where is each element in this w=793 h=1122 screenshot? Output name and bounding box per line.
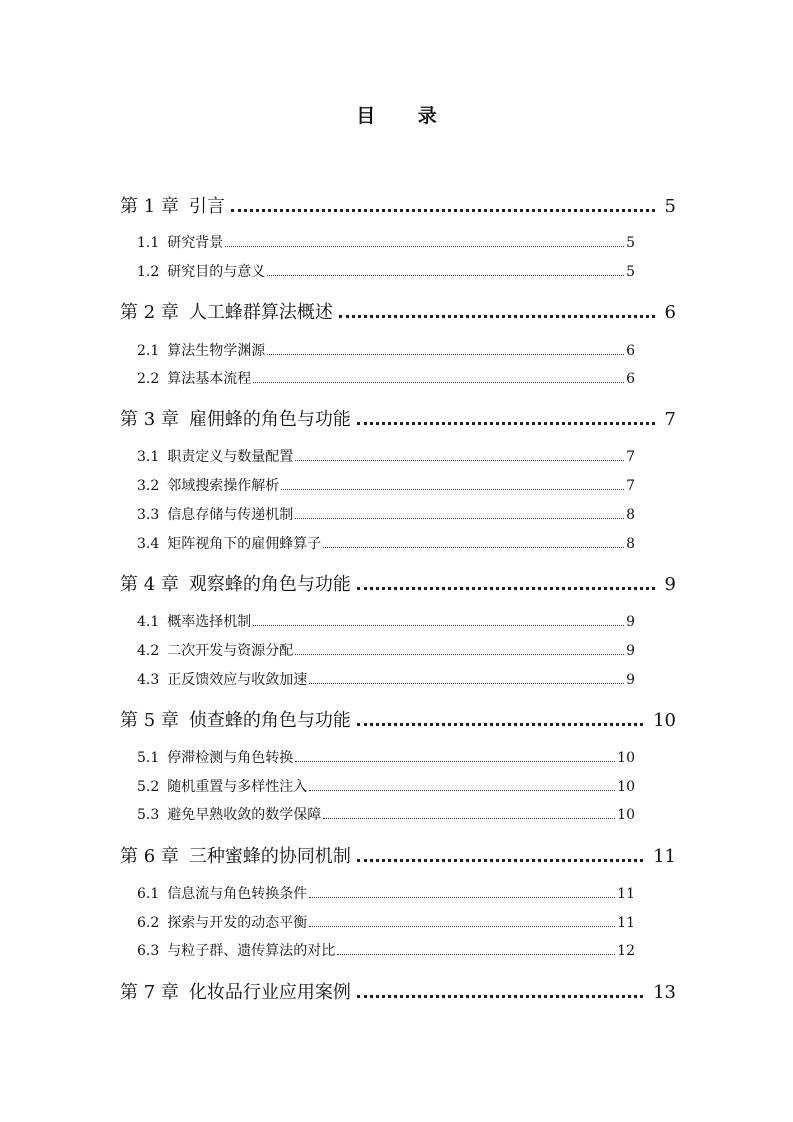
toc-entry-label: 研究背景: [167, 235, 224, 251]
toc-dot-leader: [253, 611, 624, 626]
toc-entry-number: 6.3: [137, 943, 160, 959]
toc-dot-leader: [357, 705, 643, 726]
toc-dot-leader: [225, 232, 624, 247]
toc-page-number: 11: [617, 915, 635, 931]
toc-section-entry[interactable]: [137, 504, 635, 525]
toc-entry-label: 雇佣蜂的角色与功能: [188, 409, 351, 430]
toc-entry-number: 3.3: [137, 507, 160, 523]
toc-section-entry[interactable]: [137, 261, 635, 282]
toc-dot-leader: [357, 977, 643, 998]
toc-entry-label: 观察蜂的角色与功能: [188, 574, 351, 595]
toc-section-entry[interactable]: [137, 804, 635, 825]
toc-page-number: 6: [664, 302, 676, 323]
toc-page-number: 8: [626, 507, 635, 523]
toc-entry-label: 职责定义与数量配置: [167, 449, 294, 465]
toc-dot-leader: [337, 940, 615, 955]
toc-section-entry[interactable]: [137, 475, 635, 496]
toc-section-entry[interactable]: [137, 640, 635, 661]
toc-section-entry[interactable]: [137, 883, 635, 904]
toc-section-entry[interactable]: [137, 446, 635, 467]
toc-entry-number: 4.1: [137, 614, 160, 630]
toc-entry-label: 概率选择机制: [167, 614, 252, 630]
toc-section-entry[interactable]: [137, 340, 635, 361]
toc-dot-leader: [357, 569, 655, 590]
toc-entry-label: 邻域搜索操作解析: [167, 478, 280, 494]
toc-entry-number: 第 3 章: [120, 409, 179, 430]
toc-page-number: 7: [664, 409, 676, 430]
toc-entry-label: 信息存储与传递机制: [167, 507, 294, 523]
toc-entry-number: 4.2: [137, 643, 160, 659]
toc-entry-label: 与粒子群、遗传算法的对比: [167, 943, 336, 959]
toc-section-entry[interactable]: [137, 533, 635, 554]
toc-page-number: 7: [626, 478, 635, 494]
toc-entry-number: 第 7 章: [120, 982, 179, 1003]
toc-entry-label: 人工蜂群算法概述: [188, 302, 333, 323]
toc-dot-leader: [357, 841, 643, 862]
toc-entry-number: 第 4 章: [120, 574, 179, 595]
toc-entry-number: 1.2: [137, 264, 160, 280]
toc-entry-number: 第 2 章: [120, 302, 179, 323]
toc-page-number: 9: [626, 614, 635, 630]
toc-page-number: 9: [664, 574, 676, 595]
toc-section-entry[interactable]: [137, 611, 635, 632]
toc-page-number: 11: [617, 886, 635, 902]
toc-entry-number: 第 6 章: [120, 846, 179, 867]
toc-page-number: 13: [653, 982, 676, 1003]
toc-page-number: 5: [664, 196, 676, 217]
toc-section-entry[interactable]: [137, 912, 635, 933]
toc-page-number: 8: [626, 536, 635, 552]
toc-section-entry[interactable]: [137, 776, 635, 797]
toc-section-entry[interactable]: [137, 940, 635, 961]
toc-entry-label: 算法生物学渊源: [167, 343, 266, 359]
toc-dot-leader: [295, 504, 624, 519]
toc-page-number: 10: [617, 750, 635, 766]
toc-entry-label: 算法基本流程: [167, 371, 252, 387]
toc-entry-label: 矩阵视角下的雇佣蜂算子: [167, 536, 322, 552]
toc-entry-label: 化妆品行业应用案例: [188, 982, 351, 1003]
toc-entry-number: 5.3: [137, 807, 160, 823]
toc-entry-label: 三种蜜蜂的协同机制: [188, 846, 351, 867]
toc-entry-label: 随机重置与多样性注入: [167, 779, 308, 795]
toc-entry-number: 1.1: [137, 235, 160, 251]
toc-page-number: 11: [653, 846, 676, 867]
toc-chapter-entry[interactable]: [120, 404, 676, 433]
toc-chapter-entry[interactable]: [120, 191, 676, 220]
toc-dot-leader: [309, 669, 624, 684]
toc-dot-leader: [231, 191, 655, 212]
toc-entry-label: 正反馈效应与收敛加速: [167, 672, 308, 688]
toc-dot-leader: [253, 368, 624, 383]
toc-entry-label: 引言: [188, 196, 225, 217]
toc-page-number: 5: [626, 235, 635, 251]
toc-page-number: 12: [617, 943, 635, 959]
toc-page-number: 9: [626, 643, 635, 659]
toc-entry-label: 侦查蜂的角色与功能: [188, 710, 351, 731]
toc-entry-label: 信息流与角色转换条件: [167, 886, 308, 902]
toc-dot-leader: [323, 804, 615, 819]
toc-chapter-entry[interactable]: [120, 705, 676, 734]
toc-chapter-entry[interactable]: [120, 841, 676, 870]
toc-entry-label: 二次开发与资源分配: [167, 643, 294, 659]
toc-entry-number: 3.4: [137, 536, 160, 552]
toc-dot-leader: [339, 297, 655, 318]
toc-entry-label: 探索与开发的动态平衡: [167, 915, 308, 931]
toc-page-number: 9: [626, 672, 635, 688]
toc-entry-number: 5.2: [137, 779, 160, 795]
toc-dot-leader: [295, 747, 615, 762]
toc-entry-number: 3.2: [137, 478, 160, 494]
toc-dot-leader: [295, 446, 624, 461]
toc-entry-number: 2.2: [137, 371, 160, 387]
toc-entry-number: 5.1: [137, 750, 160, 766]
toc-page-number: 5: [626, 264, 635, 280]
toc-page-number: 6: [626, 343, 635, 359]
toc-entry-label: 避免早熟收敛的数学保障: [167, 807, 322, 823]
toc-dot-leader: [309, 883, 615, 898]
toc-dot-leader: [309, 912, 615, 927]
toc-dot-leader: [267, 340, 624, 355]
toc-section-entry[interactable]: [137, 368, 635, 389]
toc-title: 目 录: [356, 105, 455, 127]
toc-section-entry[interactable]: [137, 669, 635, 690]
toc-page-number: 10: [653, 710, 676, 731]
toc-dot-leader: [357, 404, 655, 425]
toc-entry-number: 6.1: [137, 886, 160, 902]
toc-entry-number: 第 1 章: [120, 196, 179, 217]
toc-section-entry[interactable]: [137, 232, 635, 253]
toc-page-number: 7: [626, 449, 635, 465]
toc-entry-number: 2.1: [137, 343, 160, 359]
toc-chapter-entry[interactable]: [120, 297, 676, 326]
toc-entry-label: 研究目的与意义: [167, 264, 266, 280]
toc-section-entry[interactable]: [137, 747, 635, 768]
toc-entry-label: 停滞检测与角色转换: [167, 750, 294, 766]
toc-entry-number: 3.1: [137, 449, 160, 465]
toc-dot-leader: [267, 261, 624, 276]
toc-page-number: 10: [617, 807, 635, 823]
toc-dot-leader: [295, 640, 624, 655]
toc-entry-number: 第 5 章: [120, 710, 179, 731]
toc-dot-leader: [281, 475, 624, 490]
toc-chapter-entry[interactable]: [120, 569, 676, 598]
toc-chapter-entry[interactable]: [120, 977, 676, 1006]
toc-dot-leader: [309, 776, 615, 791]
toc-page-number: 6: [626, 371, 635, 387]
toc-entry-number: 6.2: [137, 915, 160, 931]
toc-entry-number: 4.3: [137, 672, 160, 688]
toc-dot-leader: [323, 533, 624, 548]
toc-page-number: 10: [617, 779, 635, 795]
